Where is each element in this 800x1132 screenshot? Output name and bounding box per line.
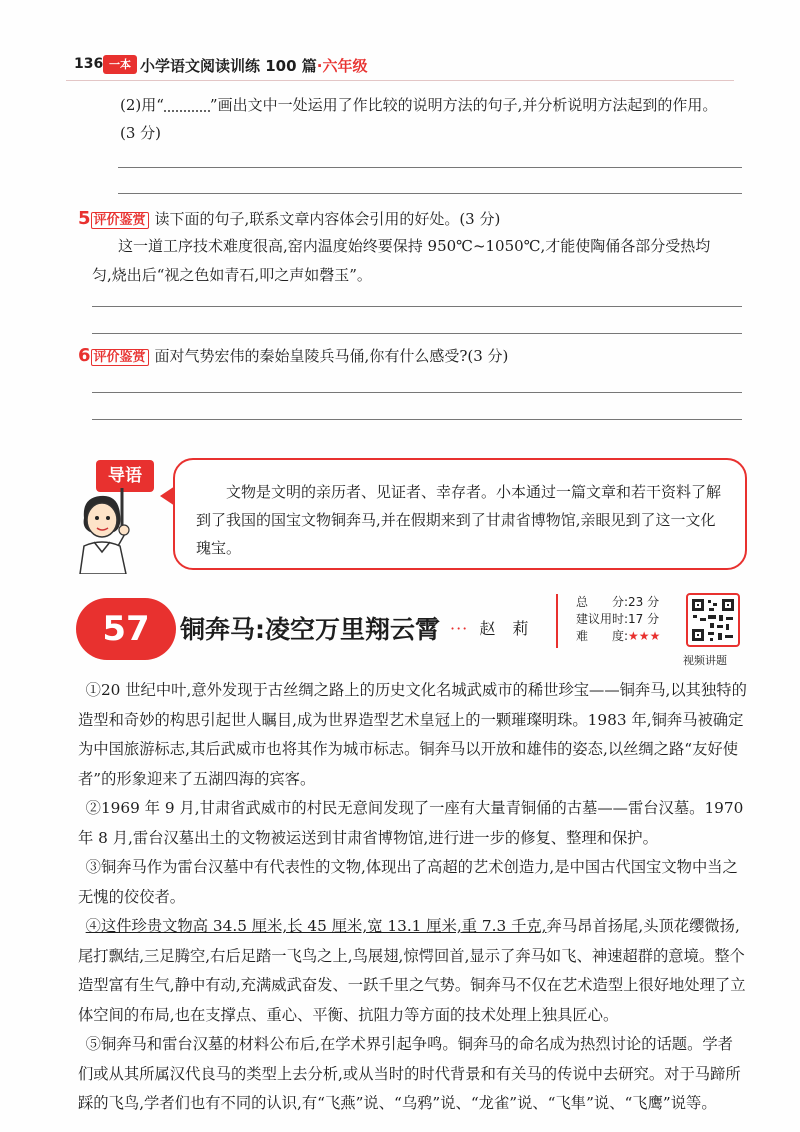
paragraph-2: ②1969 年 9 月,甘肃省武威市的村民无意间发现了一座有大量青铜俑的古墓——雷台汉墓。1970 年 8 月,雷台汉墓出土的文物被运送到甘肃省博物馆,进行进一步的修复、整理和保护。: [78, 799, 744, 847]
article-author-line: [450, 616, 534, 639]
article-title: 铜奔马:凌空万里翔云霄: [180, 615, 440, 644]
question-6: [78, 343, 748, 371]
brand-logo: 一本: [103, 55, 137, 74]
suggested-time-row: 建议用时:17 分: [576, 612, 660, 626]
answer-line[interactable]: [92, 333, 742, 334]
author-dots: ···: [450, 619, 469, 638]
answer-line[interactable]: [92, 419, 742, 420]
question-5-quote-line1: 这一道工序技术难度很高,窑内温度始终要保持 950℃~1050℃,才能使陶俑各部分受热均: [118, 237, 711, 255]
question-6-tag: 6 评价鉴赏: [78, 347, 155, 365]
qr-code-icon[interactable]: [686, 593, 740, 647]
article-author: 赵 莉: [479, 619, 535, 638]
total-score-row: 总 分:23 分: [576, 595, 660, 609]
header-divider: [66, 80, 734, 81]
question-5-prompt: 读下面的句子,联系文章内容体会引用的好处。(3 分): [154, 210, 501, 228]
paragraph-4: [78, 912, 748, 1030]
difficulty-row: 难 度:★★★: [576, 629, 661, 643]
paragraph-3: ③铜奔马作为雷台汉墓中有代表性的文物,体现出了高超的艺术创造力,是中国古代国宝文物中当之无愧的佼佼者。: [78, 858, 738, 906]
grade-label: 六年级: [322, 57, 368, 75]
question-5-tag: 5 评价鉴赏: [78, 210, 155, 228]
article-number: 57: [102, 609, 150, 649]
answer-line[interactable]: [92, 392, 742, 393]
question-2-suffix: ”画出文中一处运用了作比较的说明方法的句子,并分析说明方法起到的作用。: [209, 96, 718, 114]
paragraph-1: ①20 世纪中叶,意外发现于古丝绸之路上的历史文化名城武威市的稀世珍宝——铜奔马,以其独特的造型和奇妙的构思引起世人瞩目,成为世界造型艺术皇冠上的一颗璀璨明珠。1983 年,铜奔马被确定为中国旅游标志,其后武威市也将其作为城市标志。铜奔马以开放和雄伟的姿态,以丝绸之路“友好使者”的形象迎来了五湖四海的宾客。: [78, 681, 747, 788]
question-5: [78, 206, 748, 234]
article-info-panel: [556, 594, 700, 648]
article-number-badge: [76, 598, 176, 660]
question-2-score: (3 分): [120, 124, 162, 142]
paragraph-4-rest: 奔马昂首扬尾,头顶花缨微扬,尾打飘结,三足腾空,右后足踏一飞鸟之上,鸟展翅,惊愕回首,显示了奔马如飞、神速超群的意境。整个造型富有生气,静中有动,充满威武奋发、一跃千里之气势。铜奔马不仅在艺术造型上很好地处理了立体空间的布局,也在支撑点、重心、平衡、抗阻力等方面的技术处理上独具匠心。: [78, 917, 746, 1024]
page-number: 136: [74, 56, 104, 72]
guide-sign: 导语: [96, 460, 154, 492]
series-title: [140, 55, 367, 76]
article-body: [78, 676, 748, 1119]
series-dot: ·: [316, 57, 323, 75]
wavy-underline-icon: [164, 100, 210, 112]
student-mascot-icon: [66, 488, 166, 574]
answer-line[interactable]: [92, 306, 742, 307]
answer-line[interactable]: [118, 193, 742, 194]
qr-label: 视频讲题: [683, 654, 727, 667]
paragraph-4-underlined: ④这件珍贵文物高 34.5 厘米,长 45 厘米,宽 13.1 厘米,重 7.3 千克,: [85, 917, 547, 935]
answer-line[interactable]: [118, 167, 742, 168]
series-name: 小学语文阅读训练 100 篇: [140, 57, 317, 75]
difficulty-stars-icon: ★★★: [628, 629, 661, 643]
question-5-quote-line2: 匀,烧出后“视之色如青石,叩之声如磬玉”。: [92, 266, 372, 284]
question-2: [120, 92, 740, 118]
question-2-prefix: (2)用“: [120, 96, 164, 114]
guide-text: 文物是文明的亲历者、见证者、幸存者。小本通过一篇文章和若干资料了解到了我国的国宝文物铜奔马,并在假期来到了甘肃省博物馆,亲眼见到了这一文化瑰宝。: [196, 483, 722, 557]
paragraph-5: ⑤铜奔马和雷台汉墓的材料公布后,在学术界引起争鸣。铜奔马的命名成为热烈讨论的话题。学者们或从其所属汉代良马的类型上去分析,或从当时的时代背景和有关马的传说中去研究。对于马蹄所踩的飞鸟,学者们也有不同的认识,有“飞燕”说、“乌鸦”说、“龙雀”说、“飞隼”说、“飞鹰”说等。: [78, 1035, 741, 1112]
question-6-prompt: 面对气势宏伟的秦始皇陵兵马俑,你有什么感受?(3 分): [154, 347, 509, 365]
